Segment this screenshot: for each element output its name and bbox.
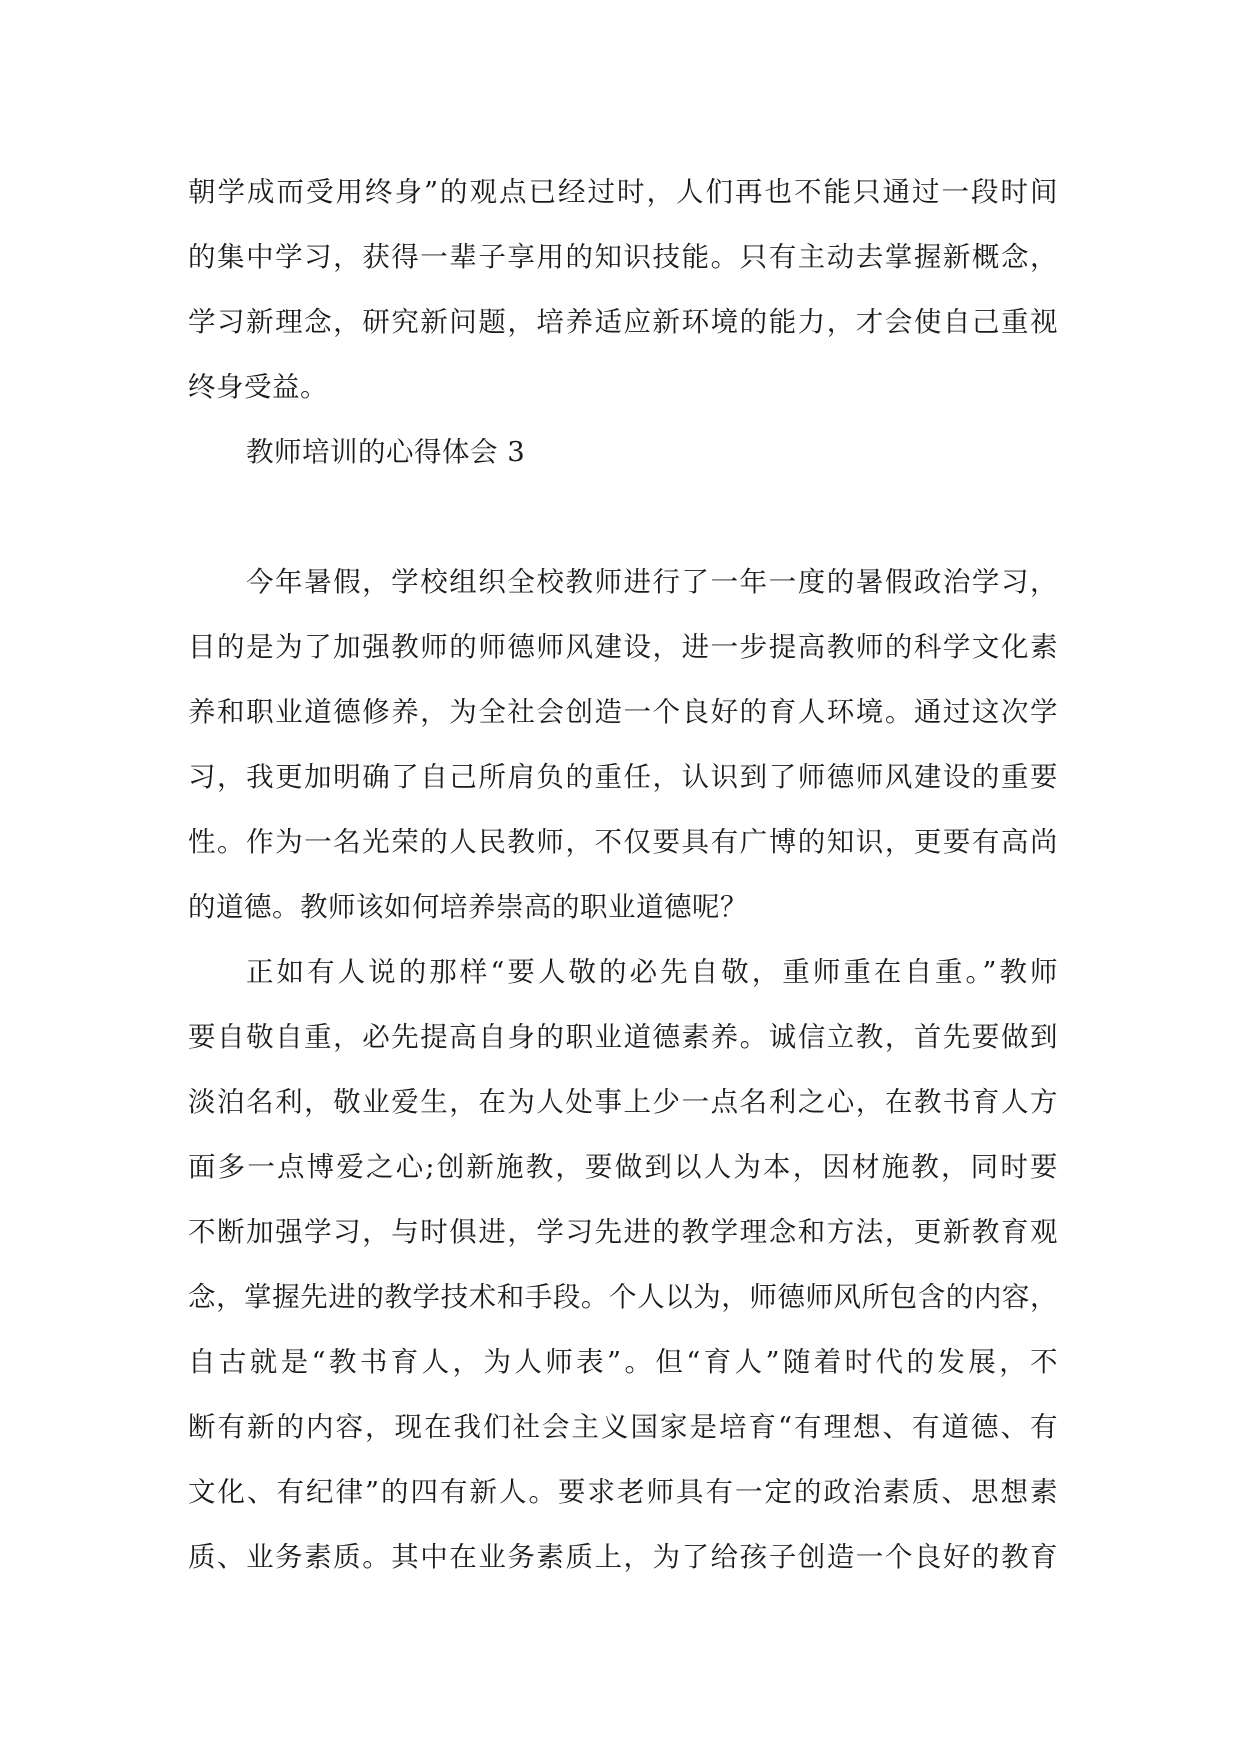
- paragraph-line: 淡泊名利，敬业爱生，在为人处事上少一点名利之心，在教书育人方: [188, 1086, 1058, 1118]
- paragraph-line: 正如有人说的那样“要人敬的必先自敬，重师重在自重。”教师: [246, 956, 1058, 988]
- paragraph-line: 性。作为一名光荣的人民教师，不仅要具有广博的知识，更要有高尚: [188, 826, 1058, 858]
- paragraph-line: 朝学成而受用终身”的观点已经过时，人们再也不能只通过一段时间: [188, 176, 1058, 208]
- paragraph-line: 的集中学习，获得一辈子享用的知识技能。只有主动去掌握新概念，: [188, 241, 1058, 273]
- paragraph-line: 质、业务素质。其中在业务素质上，为了给孩子创造一个良好的教育: [188, 1541, 1058, 1573]
- paragraph-line: 的道德。教师该如何培养崇高的职业道德呢？: [188, 891, 748, 923]
- document-body: [188, 160, 1058, 1590]
- paragraph-line: 养和职业道德修养，为全社会创造一个良好的育人环境。通过这次学: [188, 696, 1058, 728]
- paragraph-line: 今年暑假，学校组织全校教师进行了一年一度的暑假政治学习，: [246, 566, 1058, 598]
- paragraph-line: 习，我更加明确了自己所肩负的重任，认识到了师德师风建设的重要: [188, 761, 1058, 793]
- paragraph-line: 学习新理念，研究新问题，培养适应新环境的能力，才会使自己重视: [188, 306, 1058, 338]
- paragraph-line: 目的是为了加强教师的师德师风建设，进一步提高教师的科学文化素: [188, 631, 1058, 663]
- blank-line: [188, 485, 1058, 550]
- paragraph-line: 念，掌握先进的教学技术和手段。个人以为，师德师风所包含的内容，: [188, 1281, 1058, 1313]
- paragraph-line: 自古就是“教书育人，为人师表”。但“育人”随着时代的发展，不: [188, 1346, 1058, 1378]
- paragraph-line: 断有新的内容，现在我们社会主义国家是培育“有理想、有道德、有: [188, 1411, 1058, 1443]
- paragraph-line: 要自敬自重，必先提高自身的职业道德素养。诚信立教，首先要做到: [188, 1021, 1058, 1053]
- paragraph-line: 文化、有纪律”的四有新人。要求老师具有一定的政治素质、思想素: [188, 1476, 1058, 1508]
- paragraph-line: 终身受益。: [188, 371, 328, 403]
- paragraph-line: 面多一点博爱之心;创新施教，要做到以人为本，因材施教，同时要: [188, 1151, 1058, 1183]
- paragraph-line: 不断加强学习，与时俱进，学习先进的教学理念和方法，更新教育观: [188, 1216, 1058, 1248]
- section-heading: 教师培训的心得体会 3: [246, 436, 526, 468]
